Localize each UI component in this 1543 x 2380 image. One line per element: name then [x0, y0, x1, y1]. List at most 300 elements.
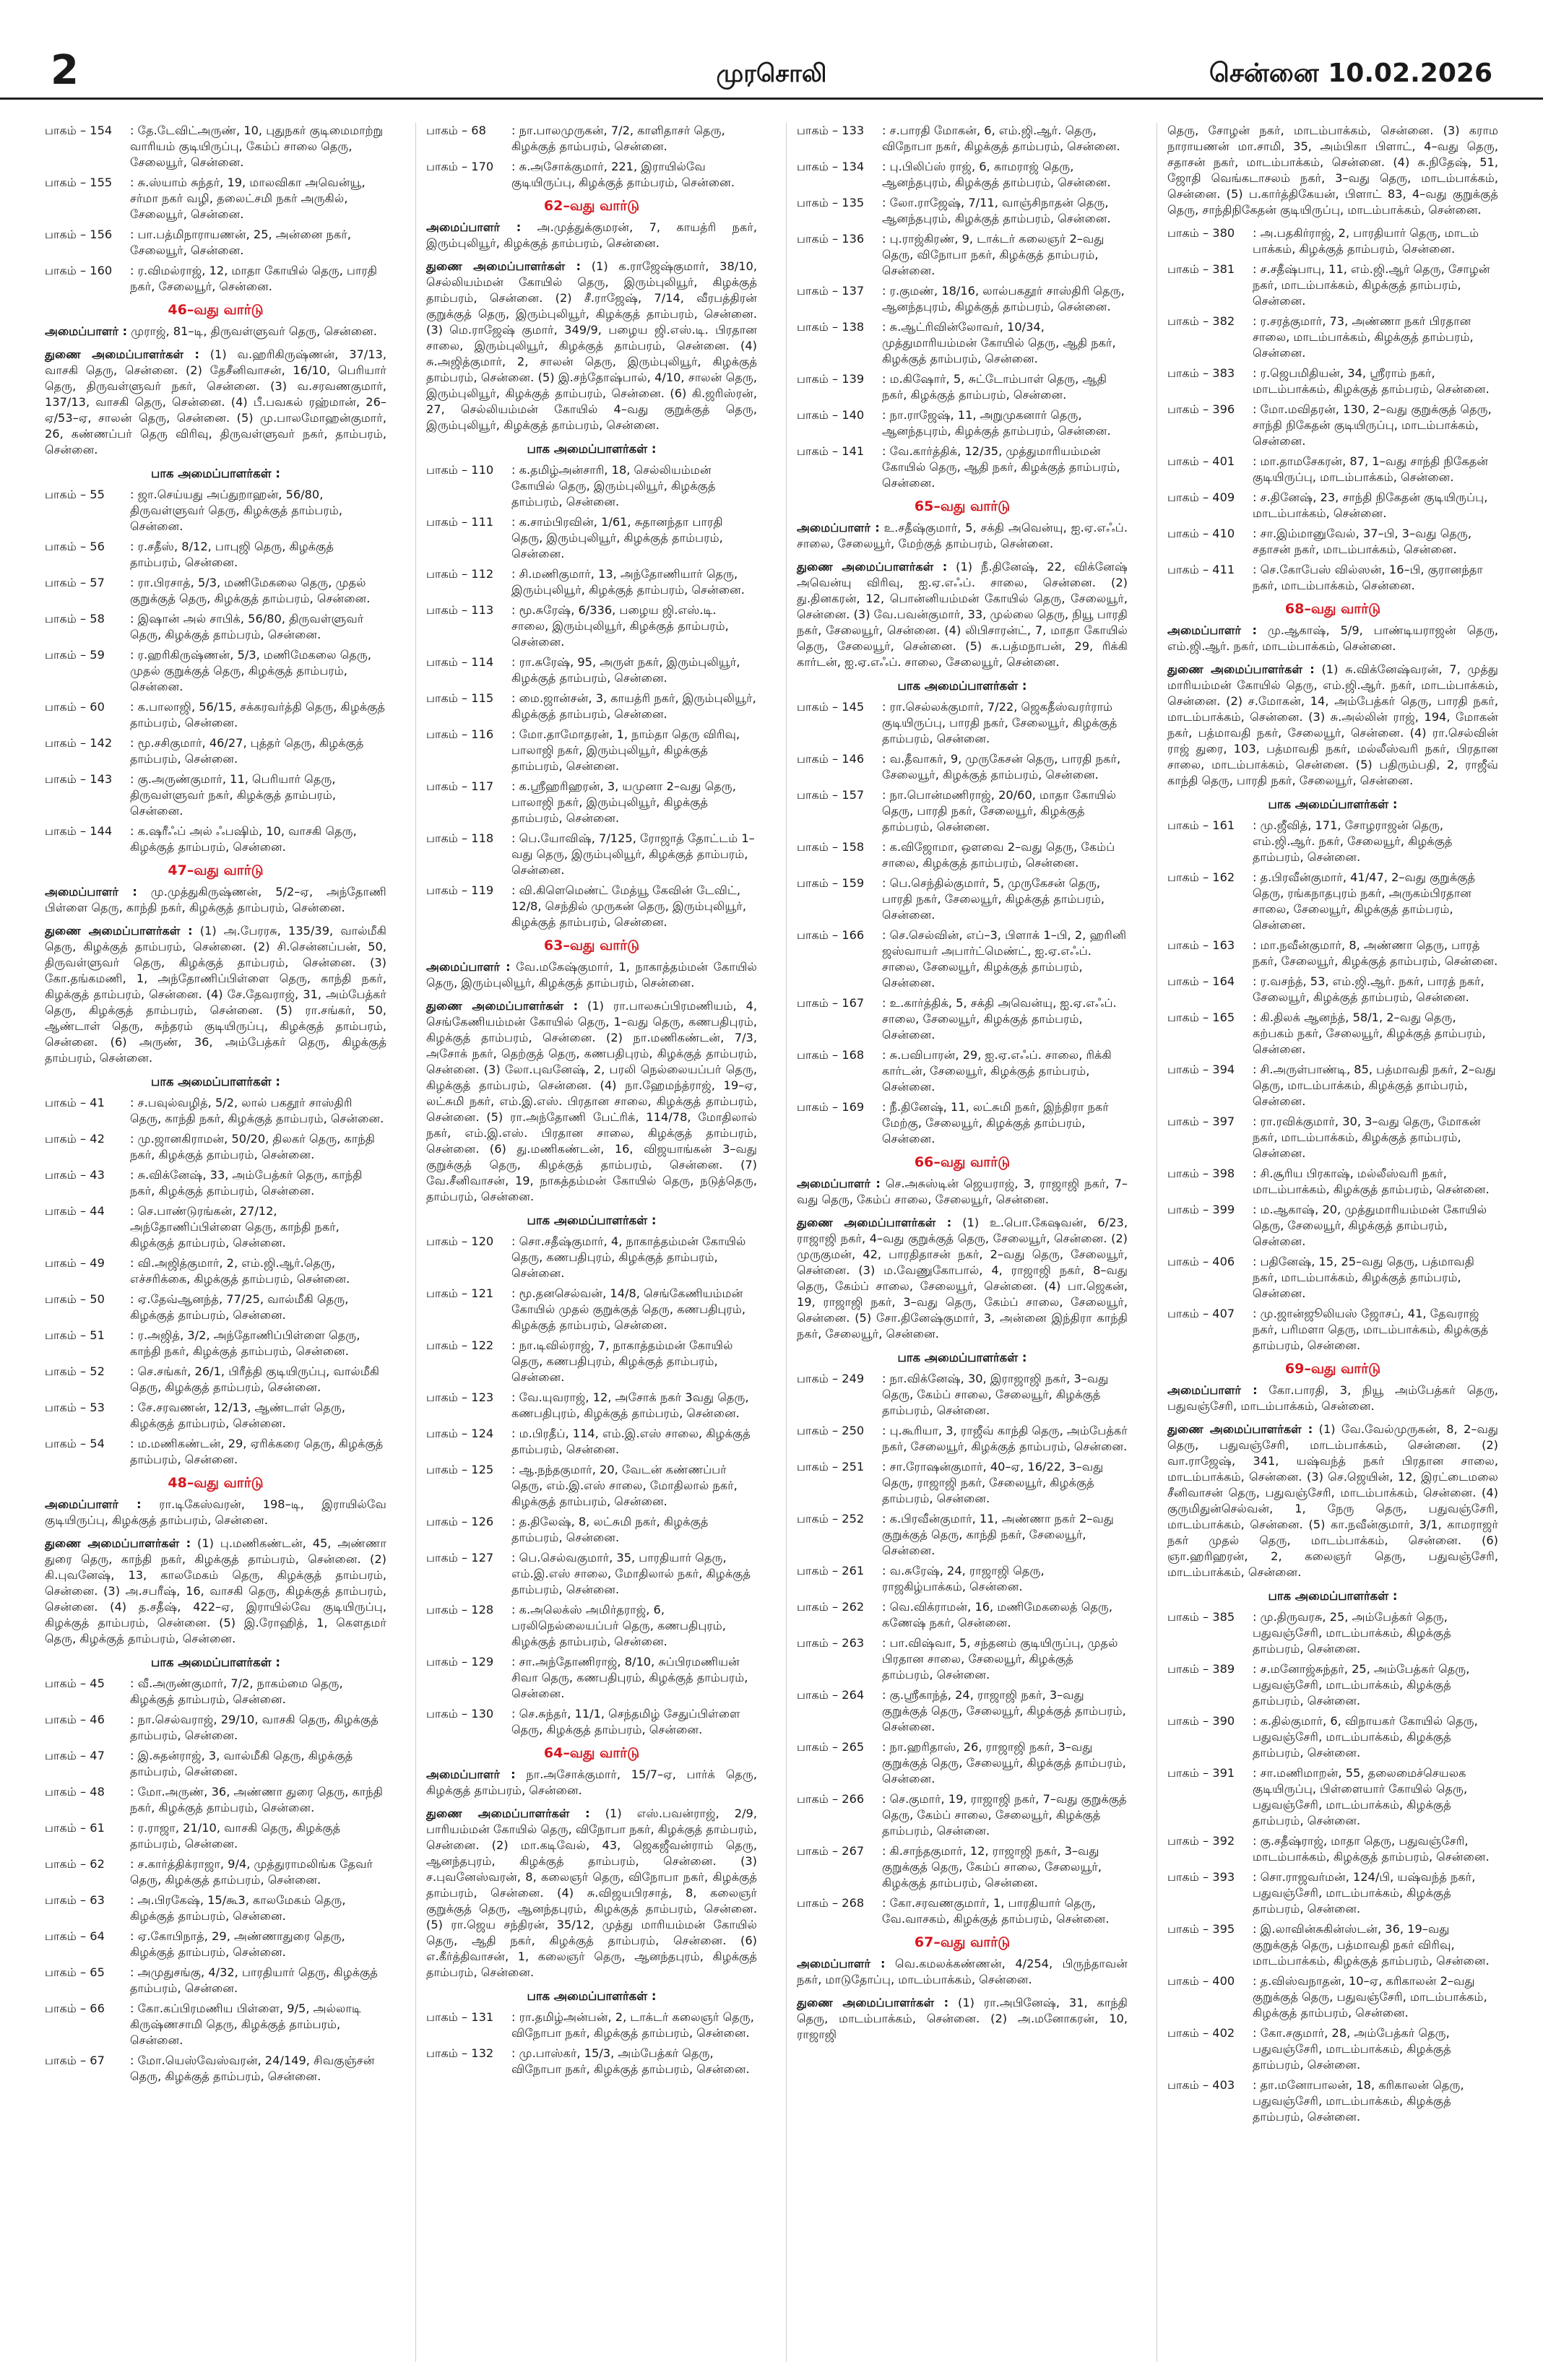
paragraph-text: (1) வ.ஹரிகிருஷ்ணன், 37/13, வாசகி தெரு, சென்னை. (2) தேசீனிவாசன், 16/10, பெரியார் தெரு, திருவள்ளுவர் நகர், சென்னை. (3) வ.சரவணகுமார், 137/13, வாசகி தெரு, சென்னை. (4) பீ.பவகல் ரஹ்மான், 26–ஏ/53–ஏ, சாலன் தெரு, சென்னை. (5) மு.பாலமோஹன்குமார், 26, கண்ணப்பர் தெரு விரிவு, திருவள்ளுவர் நகர், தாம்பரம், சென்னை. — [45, 347, 386, 456]
booth-entry — [797, 371, 1128, 403]
booth-details: : வெ.விக்ராமன், 16, மணிமேகலைத் தெரு, கணேஷ் நகர், சென்னை. — [882, 1600, 1113, 1630]
booth-label: பாகம் – 50 — [45, 1292, 105, 1306]
booth-label: பாகம் – 129 — [426, 1655, 494, 1669]
booth-label: பாகம் – 59 — [45, 648, 105, 662]
booth-details: : மோ.அருண், 36, அண்ணா துரை தெரு, காந்தி நகர், கிழக்குத் தாம்பரம், சென்னை. — [130, 1785, 384, 1814]
booth-details: : ச.பாரதி மோகன், 6, எம்.ஜி.ஆர். தெரு, விநோபா நகர், கிழக்குத் தாம்பரம், சென்னை. — [882, 124, 1120, 153]
booth-label: பாகம் – 66 — [45, 2002, 105, 2015]
booth-label: பாகம் – 131 — [426, 2010, 494, 2024]
paragraph-text: செ.அசுஸ்டின் ஜெயராஜ், 3, ராஜாஜி நகர், 7–வது தெரு, கேம்ப் சாலை, சேலையூர், சென்னை. — [797, 1177, 1128, 1206]
booth-entry — [45, 699, 386, 731]
booth-entry — [1167, 1062, 1498, 1109]
ward-heading: 68–வது வார்டு — [1284, 601, 1381, 617]
booth-label: பாகம் – 251 — [797, 1460, 865, 1474]
office-bearer-paragraph — [797, 1956, 1128, 1988]
office-bearer-paragraph — [797, 520, 1128, 552]
booth-entry — [1167, 365, 1498, 397]
booth-entry — [45, 647, 386, 695]
office-bearer-paragraph — [797, 1176, 1128, 1208]
booth-entry — [426, 1602, 757, 1650]
booth-details: : ச.கார்த்திக்ராஜா, 9/4, முத்துராமலிங்க தேவர் தெரு, கிழக்குத் தாம்பரம், சென்னை. — [130, 1857, 373, 1887]
booth-entry — [426, 1550, 757, 1598]
role-label: அமைப்பாளர் : — [45, 885, 137, 899]
booth-details: : லோ.ராஜேஷ், 7/11, வாஞ்சிநாதன் தெரு, ஆனந்தபுரம், கிழக்குத் தாம்பரம், சென்னை. — [882, 196, 1111, 225]
booth-details: : பா.விஷ்வா, 5, சந்தனம் குடியிருப்பு, முதல் பிரதான சாலை, சேலையூர், கிழக்குத் தாம்பரம், சென்னை. — [882, 1636, 1118, 1682]
role-label: அமைப்பாளர் : — [797, 1957, 886, 1970]
booth-label: பாகம் – 132 — [426, 2046, 494, 2060]
booth-entry — [797, 875, 1128, 923]
booth-label: பாகம் – 44 — [45, 1204, 105, 1218]
booth-details: : நா.ஹரிதாஸ், 26, ராஜாஜி நகர், 3–வது குறுக்குத் தெரு, சேலையூர், கிழக்குத் தாம்பரம், சென்னை. — [882, 1740, 1126, 1786]
booth-entry — [45, 1856, 386, 1888]
booth-label: பாகம் – 120 — [426, 1234, 494, 1248]
booth-label: பாகம் – 51 — [45, 1328, 105, 1342]
booth-label: பாகம் – 392 — [1167, 1834, 1235, 1848]
booth-details: : நா.டிவில்ராஜ், 7, நாகாத்தம்மன் கோயில் தெரு, கணபதிபுரம், கிழக்குத் தாம்பரம், சென்னை. — [511, 1338, 733, 1384]
booth-details: : சு.ஸ்யாம் சுந்தர், 19, மாலவிகா அவென்யூ, சர்மா நகர் வழி, தலைட்சமி நகர் அருகில், சேலையூர், சென்னை. — [130, 176, 366, 221]
booth-label: பாகம் – 135 — [797, 196, 865, 209]
booth-details: : வே.யுவராஜ், 12, அசோக் நகர் 3வது தெரு, கணபதிபுரம், கிழக்குத் தாம்பரம், சென்னை. — [511, 1390, 749, 1420]
booth-label: பாகம் – 266 — [797, 1792, 865, 1806]
booth-details: : இ.லாவின்சுகின்ஸ்டன், 36, 19–வது குறுக்குத் தெரு, பத்மாவதி நகர் விரிவு, மாடம்பாக்கம், கிழக்குத் தாம்பரம், சென்னை. — [1253, 1922, 1490, 1968]
booth-label: பாகம் – 159 — [797, 876, 865, 890]
paragraph-text: (1) க.ராஜேஷ்குமார், 38/10, செல்லியம்மன் கோயில் தெரு, இரும்புலியூர், கிழக்குத் தாம்பரம், சென்னை. (2) சீ.ராஜேஷ், 7/14, வீரபத்திரன் குறுக்குத் தெரு, இரும்புலியூர், கிழக்குத் தாம்பரம், சென்னை. (3) மெ.ராஜேஷ் குமார், 349/9, பழைய ஜி.எஸ்.டி. பிரதான சாலை, இரும்புலியூர், கிழக்குத் தாம்பரம், சென்னை. (4) சு.அஜித்குமார், 2, சாலன் தெரு, இரும்புலியூர், கிழக்குத் தாம்பரம், சென்னை. (5) இ.சந்தோஷ்பால், 4/10, சாலன் தெரு, இரும்புலியூர், கிழக்குத் தாம்பரம், சென்னை. (6) கி.ஜரிஸ்ரன், 27, செல்லியம்மன் கோயில் 4–வது குறுக்குத் தெரு, இரும்புலியூர், கிழக்குத் தாம்பரம், சென்னை. — [426, 259, 757, 432]
role-label: துணை அமைப்பாளர்கள் : — [45, 924, 193, 938]
booth-label: பாகம் – 49 — [45, 1256, 105, 1270]
booth-details: : சி.அருள்பாண்டி, 85, பத்மாவதி நகர், 2–வது தெரு, மாடம்பாக்கம், கிழக்குத் தாம்பரம், சென்னை. — [1253, 1063, 1496, 1108]
paragraph-text: உ.சதீஷ்குமார், 5, சக்தி அவென்யு, ஐ.ஏ.எஃப். சாலை, சேலையூர், மேற்குத் தாம்பரம், சென்னை. — [797, 521, 1128, 550]
booth-entry — [45, 823, 386, 855]
booth-label: பாகம் – 268 — [797, 1896, 865, 1910]
booth-entry — [797, 123, 1128, 155]
booth-label: பாகம் – 46 — [45, 1713, 105, 1726]
booth-details: : சொ.சதீஷ்குமார், 4, நாகாத்தம்மன் கோயில் தெரு, கணபதிபுரம், கிழக்குத் தாம்பரம், சென்னை. — [511, 1234, 746, 1280]
booth-entry — [45, 1436, 386, 1468]
booth-entry — [1167, 974, 1498, 1005]
booth-label: பாகம் – 58 — [45, 612, 105, 626]
booth-details: : வ.தீவாகர், 9, முருகேசன் தெரு, பாரதி நகர், சேலையூர், கிழக்குத் தாம்பரம், சென்னை. — [882, 752, 1121, 782]
paragraph-text: கோ.பாரதி, 3, நியூ அம்பேத்கர் தெரு, பதுவஞ்சேரி, மாடம்பாக்கம், சென்னை. — [1167, 1383, 1498, 1413]
booth-entry — [45, 575, 386, 607]
booth-label: பாகம் – 400 — [1167, 1974, 1235, 1988]
booth-details: : ரா.செல்லக்குமார், 7/22, ஜெகதீஸ்வரர்ராம் குடியிருப்பு, பாரதி நகர், சேலையூர், கிழக்குத் தாம்பரம், சென்னை. — [882, 700, 1118, 745]
booth-label: பாகம் – 261 — [797, 1564, 865, 1578]
booth-details: : வி.கிளெமெண்ட் மேத்யூ கேவின் டேவிட், 12/8, செந்தில் முருகன் தெரு, இரும்புலியூர், கிழக்குத் தாம்பரம், சென்னை. — [511, 883, 746, 929]
booth-label: பாகம் – 165 — [1167, 1011, 1235, 1024]
booth-label: பாகம் – 130 — [426, 1707, 494, 1721]
booth-entry — [45, 735, 386, 767]
booth-entry — [1167, 1833, 1498, 1865]
booth-details: : பெ.செந்தில்குமார், 5, முருகேசன் தெரு, பாரதி நகர், சேலையூர், கிழக்குத் தாம்பரம், சென்னை. — [882, 876, 1105, 922]
booth-entry — [1167, 1973, 1498, 2021]
booth-details: : ச.பவுல்வழித், 5/2, லால் பகதூர் சாஸ்திரி தெரு, காந்தி நகர், கிழக்குத் தாம்பரம், சென்னை. — [130, 1096, 384, 1125]
booth-entry — [426, 727, 757, 774]
booth-details: : க.பாலாஜி, 56/15, சக்கரவர்த்தி தெரு, கிழக்குத் தாம்பரம், சென்னை. — [130, 700, 386, 730]
booth-entry — [797, 283, 1128, 315]
booth-label: பாகம் – 62 — [45, 1857, 105, 1871]
booth-details: : சு.பவிபாரன், 29, ஐ.ஏ.எஃப். சாலை, ரிக்கி கார்டன், சேலையூர், கிழக்குத் தாம்பரம், சென்னை. — [882, 1048, 1112, 1094]
booth-label: பாகம் – 394 — [1167, 1063, 1235, 1076]
booth-entry — [1167, 1010, 1498, 1057]
booth-label: பாகம் – 43 — [45, 1168, 105, 1182]
booth-details: : மோ.தாமோதரன், 1, நாம்தா தெரு விரிவு, பாலாஜி நகர், இரும்புலியூர், கிழக்குத் தாம்பரம், சென்னை. — [511, 727, 740, 773]
booth-details: : க.தமிழ்அன்சாரி, 18, செல்லியம்மன் கோயில் தெரு, இரும்புலியூர், கிழக்குத் தாம்பரம், சென்னை. — [511, 463, 716, 509]
role-label: அமைப்பாளர் : — [797, 521, 880, 535]
booth-details: : மு.ஜீவித், 171, சோழராஜன் தெரு, எம்.ஜி.ஆர். நகர், சேலையூர், கிழக்குத் தாம்பரம், சென்னை. — [1253, 818, 1453, 864]
booth-details: : ர.விமல்ராஜ், 12, மாதா கோயில் தெரு, பாரதி நகர், சேலையூர், சென்னை. — [130, 264, 378, 293]
booth-entry — [797, 1791, 1128, 1839]
booth-details: : சா.இம்மானுவேல், 37–பி, 3–வது தெரு, சதாசன் நகர், மாடம்பாக்கம், சென்னை. — [1253, 527, 1472, 556]
booth-details: : ம.கிஷோர், 5, சுட்டோம்பாள் தெரு, ஆதி நகர், கிழக்குத் தாம்பரம், சென்னை. — [882, 372, 1107, 402]
booth-label: பாகம் – 383 — [1167, 366, 1235, 380]
booth-label: பாகம் – 110 — [426, 463, 494, 477]
role-label: துணை அமைப்பாளர்கள் : — [426, 1806, 590, 1820]
booth-details: : மை.ஜான்சன், 3, காயத்ரி நகர், இரும்புலியூர், கிழக்குத் தாம்பரம், சென்னை. — [511, 691, 756, 721]
section-subheading: பாக அமைப்பாளர்கள் : — [897, 1351, 1027, 1364]
booth-details: : மூ.சசிகுமார், 46/27, புத்தர் தெரு, கிழக்குத் தாம்பரம், சென்னை. — [130, 736, 364, 766]
booth-label: பாகம் – 117 — [426, 779, 494, 793]
section-subheading: பாக அமைப்பாளர்கள் : — [527, 442, 657, 456]
booth-label: பாகம் – 161 — [1167, 818, 1235, 832]
booth-entry — [45, 123, 386, 170]
booth-entry — [1167, 870, 1498, 933]
booth-entry — [45, 771, 386, 819]
booth-label: பாகம் – 145 — [797, 700, 865, 714]
booth-label: பாகம் – 114 — [426, 655, 494, 669]
ward-heading: 69–வது வார்டு — [1284, 1361, 1381, 1377]
booth-details: : க.விஜோமா, ஒளவை 2–வது தெரு, கேம்ப் சாலை, கிழக்குத் தாம்பரம், சென்னை. — [882, 840, 1115, 870]
ward-heading: 62–வது வார்டு — [543, 198, 640, 214]
booth-entry — [426, 1514, 757, 1546]
booth-label: பாகம் – 158 — [797, 840, 865, 854]
booth-entry — [1167, 1921, 1498, 1969]
booth-label: பாகம் – 162 — [1167, 870, 1235, 884]
booth-details: : க.பிரவீன்குமார், 11, அண்ணா நகர் 2–வது குறுக்குத் தெரு, காந்தி நகர், சேலையூர், சென்னை. — [882, 1512, 1114, 1557]
booth-label: பாகம் – 56 — [45, 540, 105, 553]
booth-label: பாகம் – 381 — [1167, 262, 1235, 276]
role-label: அமைப்பாளர் : — [426, 220, 522, 234]
booth-details: : க.ஸ்ரீஹரிஹரன், 3, யமுனா 2–வது தெரு, பாலாஜி நகர், இரும்புலியூர், கிழக்குத் தாம்பரம், சென்னை. — [511, 779, 736, 825]
office-bearer-paragraph — [45, 923, 386, 1066]
booth-details: : மு.திருவரசு, 25, அம்பேத்கர் தெரு, பதுவஞ்சேரி, மாடம்பாக்கம், கிழக்குத் தாம்பரம், சென்னை. — [1253, 1610, 1451, 1656]
booth-label: பாகம் – 167 — [797, 996, 865, 1010]
booth-entry — [1167, 261, 1498, 309]
booth-details: : செ.சங்கர், 26/1, பிரீத்தி குடியிருப்பு, வால்மீகி தெரு, கிழக்குத் தாம்பரம், சென்னை. — [130, 1364, 380, 1394]
booth-entry — [1167, 1166, 1498, 1198]
booth-label: பாகம் – 163 — [1167, 938, 1235, 952]
booth-details: : ஏ.தேவ்ஆனந்த், 77/25, வால்மீகி தெரு, கிழக்குத் தாம்பரம், சென்னை. — [130, 1292, 349, 1322]
booth-label: பாகம் – 115 — [426, 691, 494, 705]
booth-entry — [1167, 1609, 1498, 1657]
booth-details: : க.அலெக்ஸ் அமிர்தராஜ், 6, பரலிநெல்லையப்பர் தெரு, கணபதிபுரம், கிழக்குத் தாம்பரம், சென்னை. — [511, 1603, 726, 1648]
booth-details: : ரா.தமிழ்அன்பன், 2, டாக்டர் கலைஞர் தெரு, விநோபா நகர், கிழக்குத் தாம்பரம், சென்னை. — [511, 2010, 754, 2040]
booth-label: பாகம் – 134 — [797, 160, 865, 173]
role-label: அமைப்பாளர் : — [1167, 1383, 1258, 1397]
ward-heading: 47–வது வார்டு — [168, 862, 264, 878]
paragraph-text: (1) சு.விக்னேஷ்வரன், 7, முத்து மாரியம்மன் கோயில் தெரு, எம்.ஜி.ஆர். நகர், மாடம்பாக்கம், சென்னை. (2) ச.மோகன், 14, அம்பேத்கர் தெரு, பாரதி நகர், மாடம்பாக்கம், சென்னை. (3) சு.அல்லின் ராஜ், 194, மோகன் நகர், பத்மாவதி நகர், சேலையூர், சென்னை. (4) ரா.செல்வின் ராஜ் துரை, 103, பத்மாவதி நகர், மல்லீஸ்வரி நகர், பிரதான சாலை, மாடம்பாக்கம், சென்னை. (5) பதிரும்பதி, 2, ராஜீவ் காந்தி தெரு, பாரதி நகர், சேலையூர், சென்னை. — [1167, 662, 1498, 787]
booth-label: பாகம் – 156 — [45, 228, 113, 241]
booth-entry — [45, 487, 386, 535]
booth-label: பாகம் – 55 — [45, 488, 105, 501]
booth-label: பாகம் – 146 — [797, 752, 865, 766]
paragraph-text: (1) பு.மணிகண்டன், 45, அண்ணா துரை தெரு, காந்தி நகர், கிழக்குத் தாம்பரம், சென்னை. (2) கி.புவனேஷ், 13, காலமேகம் தெரு, கிழக்குத் தாம்பரம், சென்னை. (3) அ.சபரீஷ், 16, வாசகி தெரு, கிழக்குத் தாம்பரம், சென்னை. (4) த.சதீஷ், 422–ஏ, இராயில்வே குடியிருப்பு, கிழக்குத் தாம்பரம், சென்னை. (5) இ.ரோஹித், 1, கௌதமர் தெரு, கிழக்குத் தாம்பரம், சென்னை. — [45, 1536, 386, 1645]
booth-label: பாகம் – 262 — [797, 1600, 865, 1614]
booth-details: : பெ.செல்வகுமார், 35, பாரதியார் தெரு, எம்.இ.எஸ் சாலை, மோதிலால் நகர், கிழக்குத் தாம்பரம், சென்னை. — [511, 1551, 751, 1596]
office-bearer-paragraph — [1167, 123, 1498, 218]
booth-details: : கி.திலக் ஆனந்த், 58/1, 2–வது தெரு, கற்பகம் நகர், சேலையூர், கிழக்குத் தாம்பரம், சென்னை. — [1253, 1011, 1486, 1056]
office-bearer-paragraph — [426, 1806, 757, 1981]
booth-entry — [426, 1234, 757, 1281]
booth-label: பாகம் – 121 — [426, 1286, 494, 1300]
booth-label: பாகம் – 252 — [797, 1512, 865, 1526]
role-label: அமைப்பாளர் : — [426, 1767, 516, 1781]
booth-label: பாகம் – 144 — [45, 824, 113, 838]
ward-heading: 64–வது வார்டு — [543, 1745, 640, 1761]
booth-label: பாகம் – 395 — [1167, 1922, 1235, 1936]
paragraph-text: வே.மகேஷ்குமார், 1, நாகாத்தம்மன் கோயில் தெரு, இரும்புலியூர், கிழக்குத் தாம்பரம், சென்னை. — [426, 960, 757, 990]
booth-label: பாகம் – 155 — [45, 176, 113, 189]
booth-label: பாகம் – 118 — [426, 831, 494, 845]
office-bearer-paragraph — [1167, 1421, 1498, 1580]
booth-entry — [797, 1459, 1128, 1507]
role-label: அமைப்பாளர் : — [426, 960, 511, 974]
booth-details: : இ.சுதன்ராஜ், 3, வால்மீகி தெரு, கிழக்குத் தாம்பரம், சென்னை. — [130, 1749, 353, 1778]
booth-label: பாகம் – 127 — [426, 1551, 494, 1565]
booth-entry — [1167, 526, 1498, 558]
section-subheading: பாக அமைப்பாளர்கள் : — [1268, 797, 1398, 811]
booth-entry — [797, 443, 1128, 491]
office-bearer-paragraph — [45, 347, 386, 458]
role-label: அமைப்பாளர் : — [45, 1497, 142, 1511]
ward-heading: 48–வது வார்டு — [168, 1475, 264, 1491]
booth-details: : நா.பொன்மணிராஜ், 20/60, மாதா கோயில் தெரு, பாரதி நகர், சேலையூர், கிழக்குத் தாம்பரம், சென்னை. — [882, 788, 1117, 834]
booth-details: : ர.வசந்த், 53, எம்.ஜி.ஆர். நகர், பாரத் நகர், சேலையூர், கிழக்குத் தாம்பரம், சென்னை. — [1253, 974, 1484, 1004]
section-subheading: பாக அமைப்பாளர்கள் : — [897, 679, 1027, 693]
booth-entry — [797, 1635, 1128, 1683]
booth-details: : கி.சாந்தகுமார், 12, ராஜாஜி நகர், 3–வது குறுக்குத் தெரு, கேம்ப் சாலை, சேலையூர், கிழக்குத் தாம்பரம், சென்னை. — [882, 1844, 1102, 1890]
booth-entry — [797, 751, 1128, 783]
office-bearer-paragraph — [1167, 1382, 1498, 1414]
booth-label: பாகம் – 57 — [45, 576, 105, 589]
booth-label: பாகம் – 113 — [426, 603, 494, 617]
booth-entry — [797, 1599, 1128, 1631]
booth-label: பாகம் – 142 — [45, 736, 113, 750]
office-bearer-paragraph — [45, 1497, 386, 1528]
booth-entry — [1167, 2025, 1498, 2073]
booth-entry — [426, 1426, 757, 1458]
booth-entry — [45, 1095, 386, 1127]
booth-label: பாகம் – 138 — [797, 320, 865, 334]
booth-entry — [45, 1748, 386, 1780]
booth-details: : பதினேஷ், 15, 25–வது தெரு, பத்மாவதி நகர், மாடம்பாக்கம், கிழக்குத் தாம்பரம், சென்னை. — [1253, 1255, 1475, 1300]
booth-label: பாகம் – 409 — [1167, 490, 1235, 504]
booth-details: : பா.பத்மிநாராயணன், 25, அன்னை நகர், சேலையூர், சென்னை. — [130, 228, 351, 257]
office-bearer-paragraph — [45, 884, 386, 916]
booth-details: : சா.மணிமாறன், 55, தலைமைச்செயலக குடியிருப்பு, பிள்ளையார் கோயில் தெரு, பதுவஞ்சேரி, மாடம்பாக்கம், கிழக்குத் தாம்பரம், சென்னை. — [1253, 1766, 1468, 1827]
booth-label: பாகம் – 399 — [1167, 1203, 1235, 1216]
booth-label: பாகம் – 264 — [797, 1688, 865, 1702]
booth-details: : நா.விக்னேஷ், 30, இராஜாஜி நகர், 3–வது தெரு, கேம்ப் சாலை, சேலையூர், கிழக்குத் தாம்பரம், சென்னை. — [882, 1372, 1109, 1417]
booth-details: : ம.மணிகண்டன், 29, ஏரிக்கரை தெரு, கிழக்குத் தாம்பரம், சென்னை. — [130, 1437, 384, 1466]
booth-label: பாகம் – 65 — [45, 1965, 105, 1979]
booth-label: பாகம் – 403 — [1167, 2078, 1235, 2092]
booth-label: பாகம் – 168 — [797, 1048, 865, 1062]
booth-label: பாகம் – 61 — [45, 1821, 105, 1835]
booth-label: பாகம் – 116 — [426, 727, 494, 741]
booth-label: பாகம் – 250 — [797, 1424, 865, 1437]
booth-entry — [45, 227, 386, 259]
booth-details: : மு.பாஸ்கர், 15/3, அம்பேத்கர் தெரு, விநோபா நகர், கிழக்குத் தாம்பரம், சென்னை. — [511, 2046, 750, 2076]
booth-entry — [45, 539, 386, 571]
newspaper-name: முரசொலி — [716, 59, 827, 88]
booth-details: : இஷான் அல் சாபிக், 56/80, திருவள்ளுவர் தெரு, கிழக்குத் தாம்பரம், சென்னை. — [130, 612, 364, 641]
booth-label: பாகம் – 140 — [797, 408, 865, 422]
booth-details: : மூ.சுரேஷ், 6/336, பழைய ஜி.எஸ்.டி. சாலை, இரும்புலியூர், கிழக்குத் தாம்பரம், சென்னை. — [511, 603, 729, 649]
office-bearer-paragraph — [426, 998, 757, 1205]
booth-label: பாகம் – 397 — [1167, 1115, 1235, 1128]
booth-label: பாகம் – 154 — [45, 124, 113, 137]
booth-entry — [1167, 1202, 1498, 1250]
booth-details: : கு.சதீஷ்ராஜ், மாதா தெரு, பதுவஞ்சேரி, மாடம்பாக்கம், கிழக்குத் தாம்பரம், சென்னை. — [1253, 1834, 1490, 1864]
booth-details: : சு.அசோக்குமார், 221, இராயில்வே குடியிருப்பு, கிழக்குத் தாம்பரம், சென்னை. — [511, 160, 735, 189]
booth-entry — [1167, 938, 1498, 969]
ward-heading: 65–வது வார்டு — [914, 498, 1011, 514]
booth-label: பாகம் – 137 — [797, 284, 865, 298]
booth-entry — [797, 159, 1128, 191]
booth-label: பாகம் – 390 — [1167, 1714, 1235, 1728]
booth-entry — [45, 1364, 386, 1395]
booth-details: : மு.ஜான்ஜூலியஸ் ஜோசப், 41, தேவராஜ் நகர், பரிமளா தெரு, மாடம்பாக்கம், கிழக்குத் தாம்பரம், சென்னை. — [1253, 1307, 1489, 1352]
office-bearer-paragraph — [797, 1995, 1128, 2043]
booth-details: : மா.நவீன்குமார், 8, அண்ணா தெரு, பாரத் நகர், சேலையூர், கிழக்குத் தாம்பரம், சென்னை. — [1253, 938, 1498, 968]
booth-label: பாகம் – 407 — [1167, 1307, 1235, 1320]
booth-entry — [426, 779, 757, 826]
booth-details: : ர.சரத்குமார், 73, அண்ணா நகர் பிரதான சாலை, மாடம்பாக்கம், கிழக்குத் தாம்பரம், சென்னை. — [1253, 314, 1474, 360]
booth-entry — [426, 691, 757, 722]
booth-entry — [426, 1654, 757, 1702]
booth-details: : ரா.ரவிக்குமார், 30, 3–வது தெரு, மோகன் நகர், மாடம்பாக்கம், கிழக்குத் தாம்பரம், சென்னை. — [1253, 1115, 1481, 1160]
booth-details: : செ.பாண்டுரங்கன், 27/12, அந்தோணிப்பிள்ளை தெரு, காந்தி நகர், கிழக்குத் தாம்பரம், சென்னை. — [130, 1204, 340, 1250]
role-label: துணை அமைப்பாளர்கள் : — [45, 347, 199, 361]
text-column — [786, 123, 1128, 2362]
booth-entry — [1167, 225, 1498, 257]
booth-entry — [1167, 1713, 1498, 1761]
booth-label: பாகம் – 267 — [797, 1844, 865, 1858]
text-column — [1157, 123, 1498, 2362]
article-columns — [45, 123, 1498, 2362]
booth-label: பாகம் – 112 — [426, 567, 494, 581]
booth-details: : த.விஸ்வநாதன், 10–ஏ, கரிகாலன் 2–வது குறுக்குத் தெரு, பதுவஞ்சேரி, மாடம்பாக்கம், கிழக்குத் தாம்பரம், சென்னை. — [1253, 1974, 1487, 2020]
booth-details: : செ.செல்வின், எப்–3, பிளாக் 1–பி, 2, ஹரினி ஜஸ்வாயர் அபார்ட்மெண்ட், ஐ.ஏ.எஃப். சாலை, சேலையூர், கிழக்குத் தாம்பரம், சென்னை. — [882, 928, 1127, 990]
paragraph-text: நா.அசோக்குமார், 15/7–ஏ, பார்க் தெரு, கிழக்குத் தாம்பரம், சென்னை. — [426, 1767, 757, 1797]
booth-details: : ரா.பிரசாத், 5/3, மணிமேகலை தெரு, முதல் குறுக்குத் தெரு, கிழக்குத் தாம்பரம், சென்னை. — [130, 576, 371, 605]
booth-details: : வீ.அருண்குமார், 7/2, நாகம்மை தெரு, கிழக்குத் தாம்பரம், சென்னை. — [130, 1676, 343, 1706]
paragraph-text: (1) நீ.தினேஷ், 22, விக்னேஷ் அவென்யு விரிவு, ஐ.ஏ.எஃப். சாலை, சென்னை. (2) து.தினகரன், 12, பொன்னியம்மன் கோயில் தெரு, சேலையூர், சென்னை. (3) வே.பவன்குமார், 33, முல்லை தெரு, நியூ பாரதி நகர், சேலையூர், சென்னை. (4) லிபிசாரன்ட், 7, மாதா கோயில் தெரு, சேலையூர், சென்னை. (5) சு.பத்மநாபன், 29, ரிக்கி கார்டன், ஐ.ஏ.எஃப். சாலை, சேலையூர், சென்னை. — [797, 560, 1128, 669]
booth-entry — [45, 263, 386, 295]
role-label: துணை அமைப்பாளர்கள் : — [1167, 1422, 1313, 1436]
booth-entry — [426, 602, 757, 650]
booth-entry — [797, 787, 1128, 835]
booth-label: பாகம் – 67 — [45, 2054, 105, 2067]
booth-label: பாகம் – 249 — [797, 1372, 865, 1385]
booth-details: : சா.ரோஷன்குமார், 40–ஏ, 16/22, 3–வது தெரு, ராஜாஜி நகர், சேலையூர், கிழக்குத் தாம்பரம், சென்னை. — [882, 1460, 1104, 1505]
booth-entry — [45, 1291, 386, 1323]
section-subheading: பாக அமைப்பாளர்கள் : — [151, 467, 280, 480]
booth-label: பாகம் – 45 — [45, 1676, 105, 1690]
booth-label: பாகம் – 136 — [797, 232, 865, 246]
office-bearer-paragraph — [797, 1215, 1128, 1342]
booth-entry — [1167, 1869, 1498, 1917]
booth-label: பாகம் – 380 — [1167, 226, 1235, 240]
booth-entry — [797, 231, 1128, 279]
booth-entry — [426, 159, 757, 191]
booth-details: : வ.சுரேஷ், 24, ராஜாஜி தெரு, ராஜகிழ்பாக்கம், சென்னை. — [882, 1564, 1045, 1593]
booth-details: : அ.பிரகேஷ், 15/கூ3, காலமேகம் தெரு, கிழக்குத் தாம்பரம், சென்னை. — [130, 1893, 346, 1923]
booth-details: : ர.அஜித், 3/2, அந்தோணிப்பிள்ளை தெரு, காந்தி நகர், கிழக்குத் தாம்பரம், சென்னை. — [130, 1328, 360, 1358]
booth-details: : சு.விக்னேஷ், 33, அம்பேத்கர் தெரு, காந்தி நகர், கிழக்குத் தாம்பரம், சென்னை. — [130, 1168, 363, 1198]
paragraph-text: (1) வே.வேல்முருகன், 8, 2–வது தெரு, பதுவஞ்சேரி, மாடம்பாக்கம், சென்னை. (2) வா.ராஜேஷ், 341, யஷ்வந்த் நகர் பிரதான சாலை, மாடம்பாக்கம், சென்னை. (3) செ.ஜெயின், 12, இரட்டைமலை சீனிவாசன் தெரு, பதுவஞ்சேரி, மாடம்பாக்கம், சென்னை. (4) குருமிதுன்செல்வன், 1, நேரு தெரு, பதுவஞ்சேரி, மாடம்பாக்கம், சென்னை. (5) கா.நவீன்குமார், 3/1, காமராஜர் நகர் முதல் தெரு, மாடம்பாக்கம், சென்னை. (6) ஞா.ஹரிஹரன், 2, கலைஞர் தெரு, பதுவஞ்சேரி, மாடம்பாக்கம், சென்னை. — [1167, 1422, 1498, 1579]
booth-entry — [426, 462, 757, 510]
booth-details: : கு.ஸ்ரீகாந்த், 24, ராஜாஜி நகர், 3–வது குறுக்குத் தெரு, சேலையூர், கிழக்குத் தாம்பரம், சென்னை. — [882, 1688, 1126, 1734]
booth-label: பாகம் – 54 — [45, 1437, 105, 1450]
paragraph-text: (1) எஸ்.பவன்ராஜ், 2/9, பாரியம்மன் கோயில் தெரு, விநோபா நகர், கிழக்குத் தாம்பரம், சென்னை. (2) மா.கடிவேல், 43, ஜெகஜீவன்ராம் தெரு, ஆனந்தபுரம், கிழக்குத் தாம்பரம், சென்னை. (3) ச.புவனேஸ்வரன், 8, கலைஞர் தெரு, விநோபா நகர், கிழக்குத் தாம்பரம், சென்னை. (4) சு.விஜயபிரசாத், 8, கலைஞர் குறுக்குத் தெரு, ஆனந்தபுரம், கிழக்குத் தாம்பரம், சென்னை. (5) ரா.ஜெய சந்திரன், 35/12, முத்து மாரியம்மன் கோயில் தெரு, ஆதி நகர், கிழக்குத் தாம்பரம், சென்னை. (6) எ.கீர்த்திவாசன், 1, கலைஞர் தெரு, ஆனந்தபுரம், கிழக்குத் தாம்பரம், சென்னை. — [426, 1806, 757, 1979]
booth-details: : ரா.சுரேஷ், 95, அருள் நகர், இரும்புலியூர், கிழக்குத் தாம்பரம், சென்னை. — [511, 655, 740, 685]
booth-entry — [45, 1400, 386, 1432]
office-bearer-paragraph — [426, 959, 757, 991]
booth-entry — [426, 1462, 757, 1510]
booth-details: : சா.அந்தோணிராஜ், 8/10, சுப்பிரமணியன் சிவா தெரு, கணபதிபுரம், கிழக்குத் தாம்பரம், சென்னை. — [511, 1655, 748, 1700]
booth-entry — [426, 1286, 757, 1333]
ward-heading: 67–வது வார்டு — [914, 1934, 1011, 1950]
booth-details: : நா.பாலமுருகன், 7/2, காளிதாசர் தெரு, கிழக்குத் தாம்பரம், சென்னை. — [511, 124, 725, 153]
booth-details: : ச.மனோஜ்சுந்தர், 25, அம்பேத்கர் தெரு, பதுவஞ்சேரி, மாடம்பாக்கம், கிழக்குத் தாம்பரம், சென்னை. — [1253, 1662, 1470, 1708]
office-bearer-paragraph — [45, 324, 386, 339]
booth-label: பாகம் – 122 — [426, 1338, 494, 1352]
booth-entry — [797, 1047, 1128, 1095]
booth-details: : நீ.தினேஷ், 11, லட்சுமி நகர், இந்திரா நகர் மேற்கு, சேலையூர், கிழக்குத் தாம்பரம், சென்னை. — [882, 1100, 1109, 1146]
booth-details: : ம.ஆகாஷ், 20, முத்துமாரியம்மன் கோயில் தெரு, சேலையூர், கிழக்குத் தாம்பரம், சென்னை. — [1253, 1203, 1487, 1248]
booth-label: பாகம் – 42 — [45, 1132, 105, 1146]
booth-entry — [45, 1203, 386, 1251]
booth-details: : பு.கூரியா, 3, ராஜீவ் காந்தி தெரு, அம்பேத்கர் நகர், சேலையூர், கிழக்குத் தாம்பரம், சென்னை. — [882, 1424, 1128, 1453]
paragraph-text: வெ.கமலக்கண்ணன், 4/254, பிருந்தாவன் நகர், மாடுதோப்பு, மாடம்பாக்கம், சென்னை. — [797, 1957, 1128, 1986]
booth-entry — [426, 1706, 757, 1738]
paragraph-text: மு.ஆகாஷ், 5/9, பாண்டியராஜன் தெரு, எம்.ஜி.ஆர். நகர், மாடம்பாக்கம், சென்னை. — [1167, 623, 1498, 653]
booth-details: : கோ.கப்பிரமணிய பிள்ளை, 9/5, அல்லாடி கிருஷ்ணசாமி தெரு, கிழக்குத் தாம்பரம், சென்னை. — [130, 2002, 361, 2047]
booth-entry — [1167, 490, 1498, 522]
booth-label: பாகம் – 133 — [797, 124, 865, 137]
booth-entry — [1167, 1765, 1498, 1829]
booth-label: பாகம் – 382 — [1167, 314, 1235, 328]
booth-label: பாகம் – 128 — [426, 1603, 494, 1617]
paragraph-text: அ.முத்துக்குமரன், 7, காயத்ரி நகர், இரும்புலியூர், கிழக்குத் தாம்பரம், சென்னை. — [426, 220, 757, 250]
ward-heading: 63–வது வார்டு — [543, 938, 640, 953]
booth-details: : ர.ஹரிகிருஷ்ணன், 5/3, மணிமேகலை தெரு, முதல் குறுக்குத் தெரு, கிழக்குத் தாம்பரம், சென்னை. — [130, 648, 372, 693]
booth-entry — [797, 407, 1128, 439]
booth-entry — [797, 1423, 1128, 1455]
ward-heading: 46–வது வார்டு — [168, 302, 264, 318]
booth-entry — [1167, 818, 1498, 865]
booth-label: பாகம் – 391 — [1167, 1766, 1235, 1780]
booth-entry — [797, 1739, 1128, 1787]
booth-entry — [45, 611, 386, 643]
booth-label: பாகம் – 385 — [1167, 1610, 1235, 1624]
booth-entry — [45, 1131, 386, 1163]
booth-details: : க.ஷரீஃப் அல் ஃபஷிம், 10, வாசகி தெரு, கிழக்குத் தாம்பரம், சென்னை. — [130, 824, 357, 854]
booth-entry — [797, 1843, 1128, 1891]
booth-details: : பெ.யோவிஷ், 7/125, ரோஜாத் தோட்டம் 1–வது தெரு, இரும்புலியூர், கிழக்குத் தாம்பரம், சென்னை. — [511, 831, 755, 877]
booth-label: பாகம் – 166 — [797, 928, 865, 942]
